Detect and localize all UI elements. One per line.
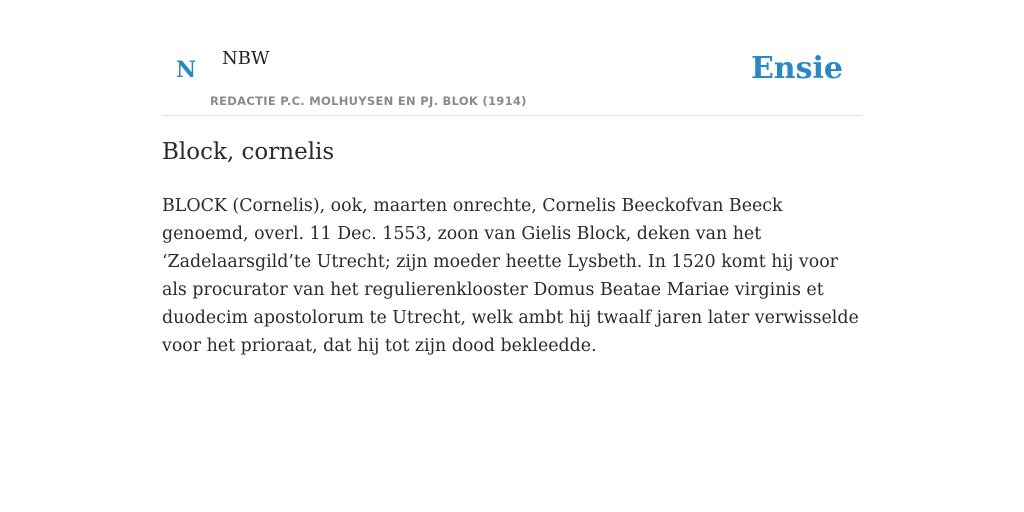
article-body: BLOCK (Cornelis), ook, maarten onrechte, Cornelis Beeckofvan Beeck genoemd, overl. 11 Dec. 1553, zoon van Gielis Block, deken van het ‘Zadelaarsgild’te Utrecht; zijn moeder heette Lysbeth. In 1520 komt hij voor als procurator van het regulierenklooster Domus Beatae Mariae virginis et duodecim apostolorum te Utrecht, welk ambt hij twaalf jaren later verwisselde voor het prioraat, dat hij tot zijn dood bekleedde.: [162, 196, 859, 356]
source-name[interactable]: NBW: [222, 48, 270, 69]
brand-logo[interactable]: Ensie: [750, 51, 843, 86]
source-logo-mark[interactable]: N: [176, 57, 197, 83]
source-subtitle: REDACTIE P.C. MOLHUYSEN EN PJ. BLOK (1914): [210, 94, 527, 108]
article-title: Block, cornelis: [162, 139, 335, 165]
source-header: [162, 40, 862, 116]
